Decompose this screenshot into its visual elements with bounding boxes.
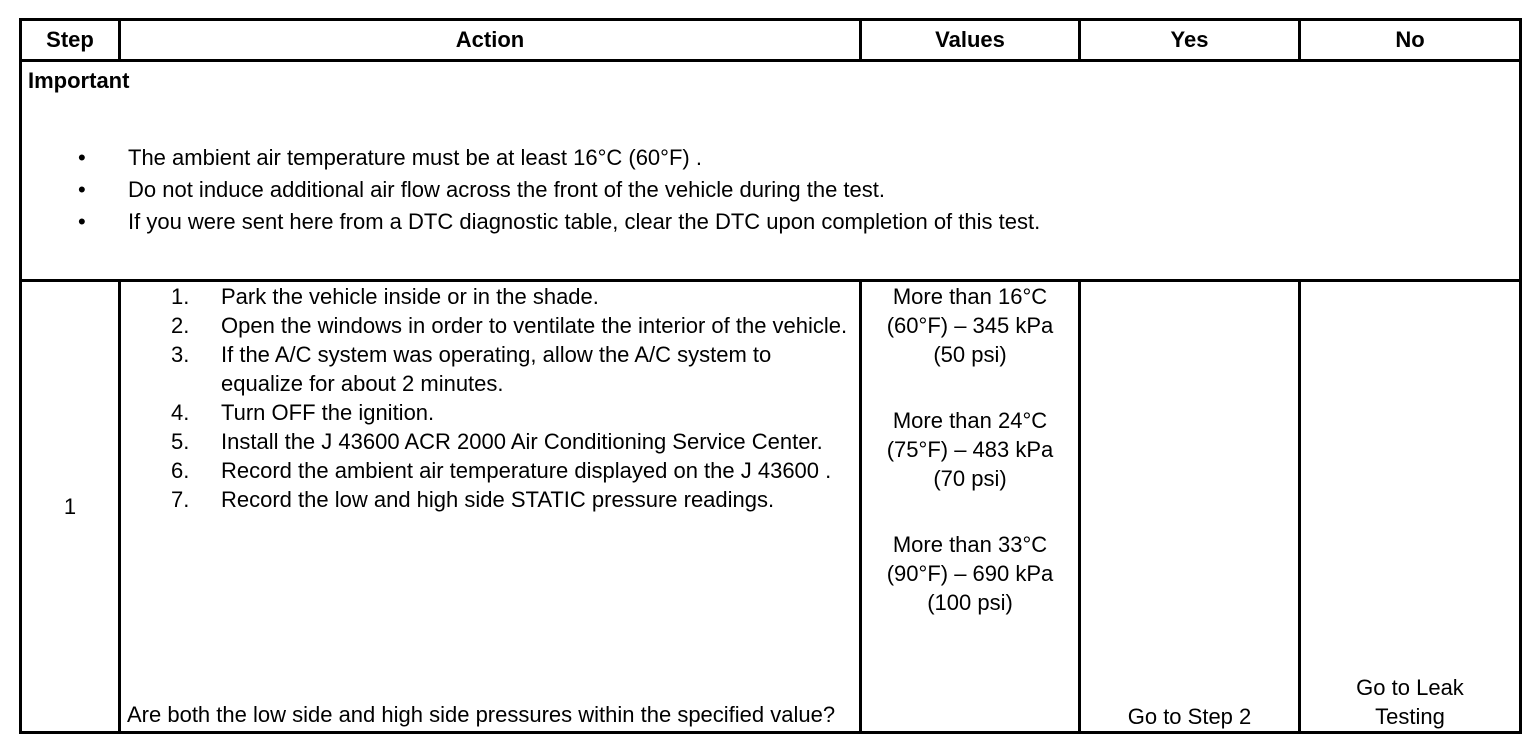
important-cell: [21, 61, 1521, 281]
action-cell: [120, 281, 861, 733]
action-step-text: Park the vehicle inside or in the shade.: [221, 284, 599, 309]
step-row: [21, 281, 1521, 733]
value-spec: [862, 530, 1078, 617]
action-step-text: Open the windows in order to ventilate the interior of the vehicle.: [221, 313, 848, 338]
value-line: More than 33°C: [892, 532, 1048, 557]
action-step-number: 7.: [171, 487, 190, 512]
step-number: 1: [21, 281, 120, 733]
diagnostic-table: [19, 18, 1522, 734]
no-link[interactable]: [1301, 673, 1519, 731]
action-step: [121, 340, 859, 398]
important-item: [28, 142, 1513, 174]
action-step-text: If the A/C system was operating, allow the A/C system to equalize for about 2 minutes.: [221, 342, 772, 396]
action-step: [121, 485, 859, 514]
values-cell: [861, 281, 1080, 733]
value-line: (75°F) – 483 kPa: [886, 437, 1054, 462]
bullet-icon: •: [78, 177, 86, 202]
value-line: (50 psi): [933, 342, 1007, 367]
action-step-number: 5.: [171, 429, 190, 454]
value-line: (70 psi): [933, 466, 1007, 491]
important-title: Important: [28, 68, 130, 93]
action-step: [121, 456, 859, 485]
important-item-text: Do not induce additional air flow across the front of the vehicle during the test.: [128, 177, 885, 202]
action-question: Are both the low side and high side pressures within the specified value?: [127, 702, 836, 727]
important-list: [28, 142, 1513, 238]
action-step: [121, 282, 859, 311]
no-link-line: Go to Leak: [1356, 675, 1464, 700]
action-step-number: 2.: [171, 313, 190, 338]
important-row: [21, 61, 1521, 281]
action-step-number: 6.: [171, 458, 190, 483]
action-step: [121, 427, 859, 456]
action-step-number: 1.: [171, 284, 190, 309]
important-item: [28, 174, 1513, 206]
bullet-icon: •: [78, 209, 86, 234]
important-item-text: The ambient air temperature must be at least 16°C (60°F) .: [128, 145, 702, 170]
value-line: (60°F) – 345 kPa: [886, 313, 1054, 338]
header-action: Action: [120, 20, 861, 61]
header-no: No: [1300, 20, 1521, 61]
action-step: [121, 398, 859, 427]
no-cell: [1300, 281, 1521, 733]
important-item: [28, 206, 1513, 238]
header-yes: Yes: [1080, 20, 1300, 61]
value-spec: [862, 282, 1078, 369]
yes-link[interactable]: Go to Step 2: [1127, 704, 1252, 729]
action-step-text: Record the low and high side STATIC pressure readings.: [221, 487, 775, 512]
value-line: (90°F) – 690 kPa: [886, 561, 1054, 586]
bullet-icon: •: [78, 145, 86, 170]
no-link-line: Testing: [1375, 704, 1445, 729]
value-line: (100 psi): [927, 590, 1013, 615]
yes-cell: [1080, 281, 1300, 733]
value-line: More than 16°C: [892, 284, 1048, 309]
header-step: Step: [21, 20, 120, 61]
header-values: Values: [861, 20, 1080, 61]
header-row: [21, 20, 1521, 61]
action-step-text: Turn OFF the ignition.: [221, 400, 435, 425]
action-step-text: Record the ambient air temperature displayed on the J 43600 .: [221, 458, 832, 483]
important-item-text: If you were sent here from a DTC diagnostic table, clear the DTC upon completion of this test.: [128, 209, 1041, 234]
action-step-text: Install the J 43600 ACR 2000 Air Conditioning Service Center.: [221, 429, 823, 454]
action-step-number: 4.: [171, 400, 190, 425]
action-step-number: 3.: [171, 342, 190, 367]
action-step: [121, 311, 859, 340]
value-spec: [862, 406, 1078, 493]
action-steps: [121, 282, 859, 514]
value-line: More than 24°C: [892, 408, 1048, 433]
